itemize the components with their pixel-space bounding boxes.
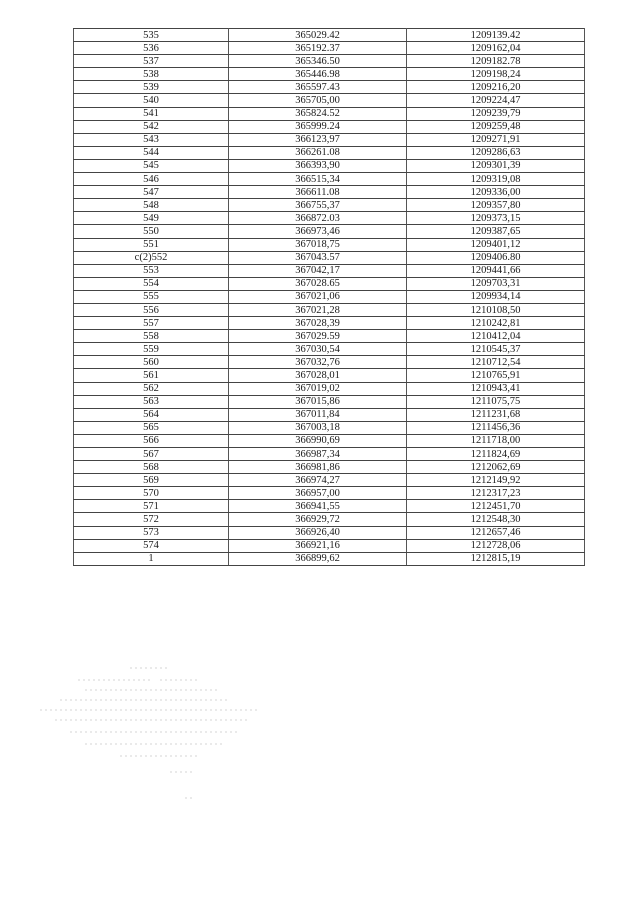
y-coordinate-cell: 1209271,91 [407,133,585,146]
point-number-cell: 566 [74,434,229,447]
y-coordinate-cell: 1209286,63 [407,146,585,159]
x-coordinate-cell: 367030,54 [229,343,407,356]
x-coordinate-cell: 367028,01 [229,369,407,382]
table-row [74,277,585,290]
x-coordinate-cell: 366973,46 [229,225,407,238]
point-number-cell: 572 [74,513,229,526]
table-row [74,369,585,382]
point-number-cell: 554 [74,277,229,290]
y-coordinate-cell: 1209216,20 [407,81,585,94]
y-coordinate-cell: 1210412,04 [407,330,585,343]
x-coordinate-cell: 366872.03 [229,212,407,225]
x-coordinate-cell: 367018,75 [229,238,407,251]
y-coordinate-cell: 1209139.42 [407,29,585,42]
y-coordinate-cell: 1210242,81 [407,317,585,330]
x-coordinate-cell: 367043.57 [229,251,407,264]
point-number-cell: 568 [74,461,229,474]
point-number-cell: 564 [74,408,229,421]
table-row [74,330,585,343]
y-coordinate-cell: 1209319,08 [407,173,585,186]
x-coordinate-cell: 367028,39 [229,317,407,330]
y-coordinate-cell: 1212317,23 [407,487,585,500]
y-coordinate-cell: 1212728,06 [407,539,585,552]
y-coordinate-cell: 1210765,91 [407,369,585,382]
x-coordinate-cell: 365192.37 [229,42,407,55]
table-row [74,107,585,120]
point-number-cell: 553 [74,264,229,277]
table-row [74,500,585,513]
table-row [74,343,585,356]
table-row [74,382,585,395]
x-coordinate-cell: 367021,06 [229,290,407,303]
y-coordinate-cell: 1209336,00 [407,186,585,199]
table-row [74,199,585,212]
x-coordinate-cell: 366123,97 [229,133,407,146]
table-row [74,55,585,68]
table-row [74,264,585,277]
point-number-cell: с(2)552 [74,251,229,264]
y-coordinate-cell: 1209198,24 [407,68,585,81]
point-number-cell: 548 [74,199,229,212]
y-coordinate-cell: 1209406.80 [407,251,585,264]
point-number-cell: 538 [74,68,229,81]
faded-stamp-residue [30,660,270,840]
x-coordinate-cell: 365705,00 [229,94,407,107]
y-coordinate-cell: 1209239,79 [407,107,585,120]
x-coordinate-cell: 367029.59 [229,330,407,343]
x-coordinate-cell: 365346.50 [229,55,407,68]
x-coordinate-cell: 366611.08 [229,186,407,199]
coordinates-table [73,28,585,566]
table-row [74,68,585,81]
coordinates-table-body [74,29,585,566]
table-row [74,238,585,251]
table-row [74,513,585,526]
x-coordinate-cell: 366755,37 [229,199,407,212]
y-coordinate-cell: 1211231,68 [407,408,585,421]
point-number-cell: 555 [74,290,229,303]
y-coordinate-cell: 1210108,50 [407,303,585,316]
y-coordinate-cell: 1212451,70 [407,500,585,513]
x-coordinate-cell: 367011,84 [229,408,407,421]
table-row [74,120,585,133]
point-number-cell: 540 [74,94,229,107]
y-coordinate-cell: 1209162,04 [407,42,585,55]
table-row [74,81,585,94]
y-coordinate-cell: 1209182.78 [407,55,585,68]
x-coordinate-cell: 366929,72 [229,513,407,526]
table-row [74,225,585,238]
x-coordinate-cell: 366899,62 [229,552,407,565]
table-row [74,159,585,172]
x-coordinate-cell: 366921,16 [229,539,407,552]
point-number-cell: 573 [74,526,229,539]
point-number-cell: 556 [74,303,229,316]
x-coordinate-cell: 367019,02 [229,382,407,395]
y-coordinate-cell: 1211824,69 [407,448,585,461]
table-row [74,408,585,421]
point-number-cell: 537 [74,55,229,68]
x-coordinate-cell: 366393,90 [229,159,407,172]
point-number-cell: 559 [74,343,229,356]
table-row [74,29,585,42]
x-coordinate-cell: 367032,76 [229,356,407,369]
table-row [74,146,585,159]
point-number-cell: 560 [74,356,229,369]
y-coordinate-cell: 1210943,41 [407,382,585,395]
x-coordinate-cell: 366261.08 [229,146,407,159]
point-number-cell: 542 [74,120,229,133]
y-coordinate-cell: 1209373,15 [407,212,585,225]
point-number-cell: 562 [74,382,229,395]
x-coordinate-cell: 366515,34 [229,173,407,186]
y-coordinate-cell: 1212815,19 [407,552,585,565]
point-number-cell: 539 [74,81,229,94]
table-row [74,173,585,186]
point-number-cell: 549 [74,212,229,225]
table-row [74,186,585,199]
table-row [74,94,585,107]
y-coordinate-cell: 1212657,46 [407,526,585,539]
table-row [74,251,585,264]
x-coordinate-cell: 365446.98 [229,68,407,81]
table-row [74,42,585,55]
table-row [74,539,585,552]
x-coordinate-cell: 365029.42 [229,29,407,42]
point-number-cell: 536 [74,42,229,55]
y-coordinate-cell: 1209301,39 [407,159,585,172]
x-coordinate-cell: 366981,86 [229,461,407,474]
point-number-cell: 569 [74,474,229,487]
table-row [74,526,585,539]
x-coordinate-cell: 367015,86 [229,395,407,408]
x-coordinate-cell: 366987,34 [229,448,407,461]
table-row [74,395,585,408]
table-row [74,290,585,303]
y-coordinate-cell: 1211456,36 [407,421,585,434]
table-row [74,487,585,500]
y-coordinate-cell: 1211075,75 [407,395,585,408]
table-row [74,552,585,565]
table-row [74,356,585,369]
point-number-cell: 557 [74,317,229,330]
x-coordinate-cell: 366941,55 [229,500,407,513]
y-coordinate-cell: 1209387,65 [407,225,585,238]
y-coordinate-cell: 1209357,80 [407,199,585,212]
table-row [74,212,585,225]
x-coordinate-cell: 366990,69 [229,434,407,447]
x-coordinate-cell: 366926,40 [229,526,407,539]
y-coordinate-cell: 1211718,00 [407,434,585,447]
point-number-cell: 565 [74,421,229,434]
x-coordinate-cell: 367042,17 [229,264,407,277]
point-number-cell: 546 [74,173,229,186]
point-number-cell: 551 [74,238,229,251]
table-row [74,434,585,447]
y-coordinate-cell: 1209224,47 [407,94,585,107]
point-number-cell: 1 [74,552,229,565]
point-number-cell: 544 [74,146,229,159]
x-coordinate-cell: 367003,18 [229,421,407,434]
table-row [74,448,585,461]
point-number-cell: 558 [74,330,229,343]
y-coordinate-cell: 1209934,14 [407,290,585,303]
point-number-cell: 543 [74,133,229,146]
point-number-cell: 547 [74,186,229,199]
point-number-cell: 567 [74,448,229,461]
point-number-cell: 545 [74,159,229,172]
table-row [74,133,585,146]
table-row [74,474,585,487]
x-coordinate-cell: 366974,27 [229,474,407,487]
point-number-cell: 563 [74,395,229,408]
point-number-cell: 570 [74,487,229,500]
y-coordinate-cell: 1209401,12 [407,238,585,251]
x-coordinate-cell: 367028.65 [229,277,407,290]
x-coordinate-cell: 366957,00 [229,487,407,500]
x-coordinate-cell: 365999.24 [229,120,407,133]
y-coordinate-cell: 1212149,92 [407,474,585,487]
y-coordinate-cell: 1209441,66 [407,264,585,277]
y-coordinate-cell: 1210545,37 [407,343,585,356]
y-coordinate-cell: 1209259,48 [407,120,585,133]
x-coordinate-cell: 367021,28 [229,303,407,316]
y-coordinate-cell: 1212548,30 [407,513,585,526]
point-number-cell: 535 [74,29,229,42]
point-number-cell: 541 [74,107,229,120]
y-coordinate-cell: 1212062,69 [407,461,585,474]
point-number-cell: 550 [74,225,229,238]
y-coordinate-cell: 1209703,31 [407,277,585,290]
table-row [74,317,585,330]
x-coordinate-cell: 365597.43 [229,81,407,94]
x-coordinate-cell: 365824.52 [229,107,407,120]
table-row [74,303,585,316]
point-number-cell: 574 [74,539,229,552]
point-number-cell: 571 [74,500,229,513]
table-row [74,461,585,474]
table-row [74,421,585,434]
y-coordinate-cell: 1210712,54 [407,356,585,369]
point-number-cell: 561 [74,369,229,382]
